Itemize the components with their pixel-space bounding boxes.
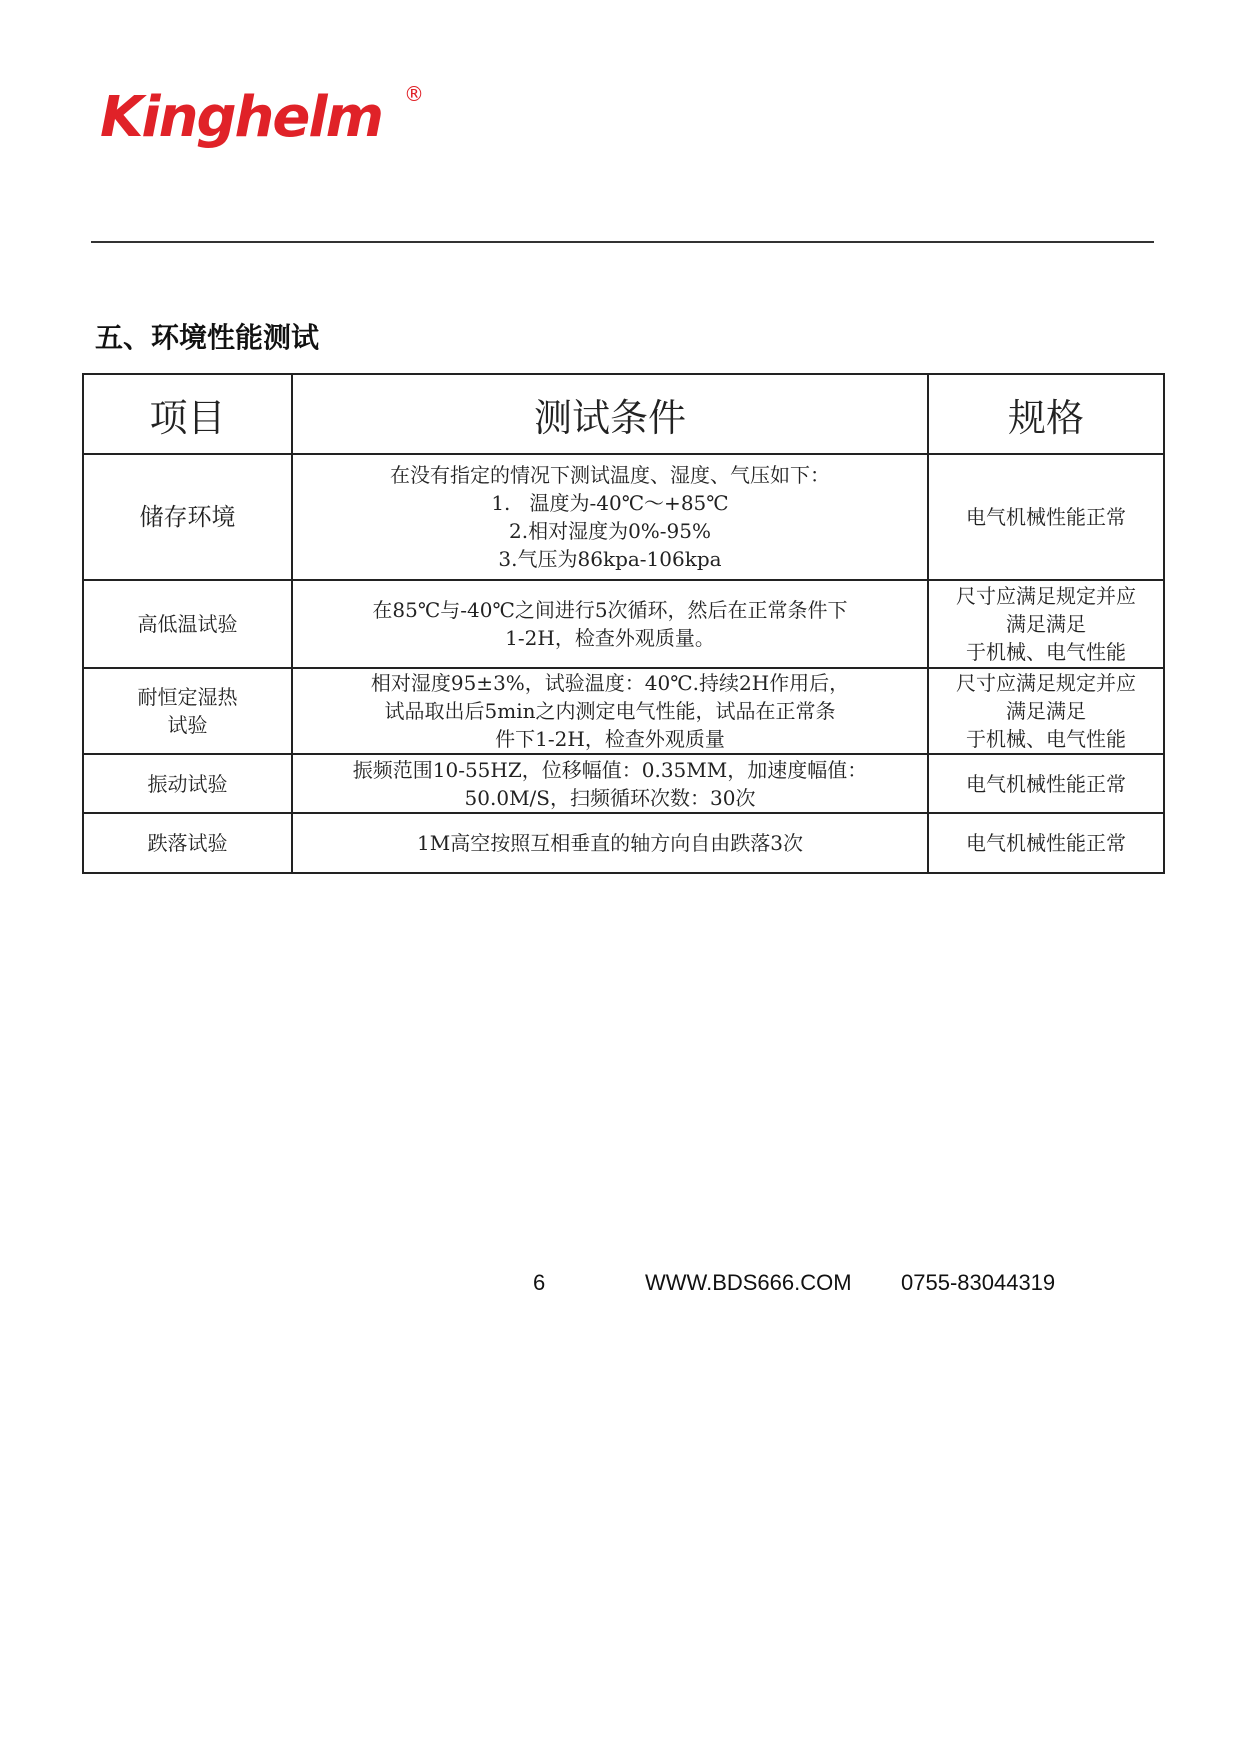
cell-line: 耐恒定湿热 <box>137 685 238 709</box>
cell-line: 尺寸应满足规定并应 <box>956 584 1136 608</box>
cell-line: 储存环境 <box>139 503 236 531</box>
cell-spec <box>928 580 1164 668</box>
cell-condition <box>292 580 928 668</box>
footer-phone: 0755-83044319 <box>901 1270 1056 1295</box>
page-number: 6 <box>533 1270 546 1295</box>
cell-line: 振动试验 <box>147 771 228 796</box>
cell-condition <box>292 813 928 873</box>
cell-item <box>83 454 292 580</box>
cell-item <box>83 668 292 754</box>
cell-item <box>83 813 292 873</box>
cell-line: 相对湿度95±3%，试验温度：40℃.持续2H作用后， <box>370 671 850 695</box>
cell-line: 3.气压为86kpa-106kpa <box>498 547 722 571</box>
header-spec: 规格 <box>928 374 1164 454</box>
section-title: 五、环境性能测试 <box>95 321 320 354</box>
table-row <box>83 580 1164 668</box>
cell-line: 电气机械性能正常 <box>966 831 1126 855</box>
cell-line: 1-2H，检查外观质量。 <box>505 626 715 650</box>
table-row <box>83 454 1164 580</box>
header-divider <box>91 241 1154 243</box>
table-row <box>83 813 1164 873</box>
cell-condition <box>292 668 928 754</box>
cell-line: 满足满足 <box>1006 612 1086 636</box>
cell-item <box>83 754 292 813</box>
header-item: 项目 <box>83 374 292 454</box>
table-row <box>83 668 1164 754</box>
cell-line: 在没有指定的情况下测试温度、湿度、气压如下： <box>390 463 830 487</box>
header-condition: 测试条件 <box>292 374 928 454</box>
cell-spec <box>928 813 1164 873</box>
logo-text: Kinghelm <box>100 85 382 150</box>
cell-line: 于机械、电气性能 <box>966 727 1126 751</box>
cell-spec <box>928 754 1164 813</box>
cell-line: 1. 温度为-40℃～+85℃ <box>491 491 729 515</box>
cell-line: 电气机械性能正常 <box>966 771 1126 796</box>
cell-line: 1M高空按照互相垂直的轴方向自由跌落3次 <box>417 831 803 855</box>
cell-condition <box>292 454 928 580</box>
cell-line: 试验 <box>167 713 208 737</box>
footer-website[interactable]: WWW.BDS666.COM <box>645 1270 852 1295</box>
brand-logo <box>100 78 424 158</box>
cell-condition <box>292 754 928 813</box>
cell-line: 2.相对湿度为0%-95% <box>508 519 712 543</box>
cell-line: 件下1-2H，检查外观质量 <box>495 727 725 751</box>
table-row <box>83 754 1164 813</box>
cell-line: 在85℃与-40℃之间进行5次循环，然后在正常条件下 <box>372 598 848 622</box>
cell-item <box>83 580 292 668</box>
cell-line: 振频范围10-55HZ，位移幅值：0.35MM，加速度幅值： <box>352 757 868 782</box>
cell-line: 尺寸应满足规定并应 <box>956 671 1136 695</box>
cell-line: 满足满足 <box>1006 699 1086 723</box>
cell-line: 跌落试验 <box>147 831 228 855</box>
cell-line: 试品取出后5min之内测定电气性能，试品在正常条 <box>384 699 836 723</box>
table-header-row <box>83 374 1164 454</box>
cell-spec <box>928 454 1164 580</box>
environment-test-table <box>82 373 1165 874</box>
cell-line: 高低温试验 <box>137 612 238 636</box>
cell-line: 50.0M/S，扫频循环次数：30次 <box>464 785 756 810</box>
registered-mark: ® <box>404 82 424 106</box>
cell-spec <box>928 668 1164 754</box>
cell-line: 电气机械性能正常 <box>966 505 1126 529</box>
cell-line: 于机械、电气性能 <box>966 640 1126 664</box>
